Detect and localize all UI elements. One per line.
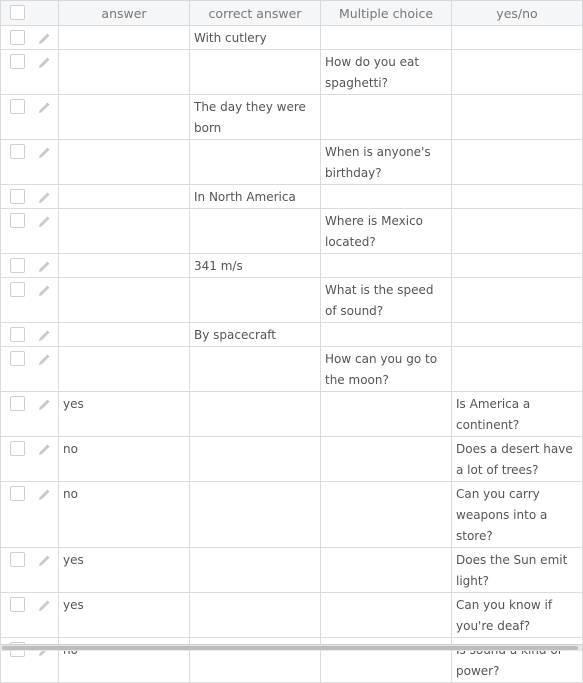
cell-correct-answer[interactable] (190, 140, 321, 185)
cell-correct-answer[interactable] (190, 95, 321, 140)
row-select-cell (1, 593, 59, 638)
cell-answer[interactable] (59, 26, 190, 50)
row-select-cell (1, 392, 59, 437)
cell-yes-no-text (452, 140, 582, 142)
cell-yes-no[interactable] (452, 209, 583, 254)
cell-correct-answer[interactable] (190, 437, 321, 482)
cell-correct-answer-text (190, 482, 320, 484)
row-select-cell (1, 185, 59, 209)
checkbox-icon[interactable] (10, 189, 25, 204)
pencil-icon[interactable] (38, 555, 50, 567)
cell-multiple-choice-text (321, 323, 451, 325)
cell-correct-answer[interactable] (190, 278, 321, 323)
cell-multiple-choice[interactable] (321, 140, 452, 185)
header-row (1, 1, 583, 26)
checkbox-icon[interactable] (10, 552, 25, 567)
row-select-cell (1, 482, 59, 548)
cell-multiple-choice[interactable] (321, 347, 452, 392)
cell-multiple-choice-text: What is the speed of sound? (325, 283, 434, 318)
cell-correct-answer[interactable] (190, 347, 321, 392)
scrollbar-thumb[interactable] (2, 646, 578, 650)
pencil-icon[interactable] (38, 192, 50, 204)
cell-answer[interactable] (59, 50, 190, 95)
cell-correct-answer-text (190, 278, 320, 280)
cell-correct-answer[interactable] (190, 254, 321, 278)
cell-multiple-choice[interactable] (321, 437, 452, 482)
cell-correct-answer-text: By spacecraft (194, 328, 276, 342)
cell-correct-answer-text: With cutlery (194, 31, 267, 45)
cell-yes-no-text (452, 254, 582, 256)
cell-answer-text (59, 323, 189, 325)
cell-answer[interactable] (59, 392, 190, 437)
cell-correct-answer[interactable] (190, 185, 321, 209)
cell-multiple-choice[interactable] (321, 185, 452, 209)
cell-yes-no[interactable] (452, 50, 583, 95)
cell-answer-text (59, 95, 189, 97)
cell-answer[interactable] (59, 278, 190, 323)
checkbox-icon[interactable] (10, 282, 25, 297)
cell-answer[interactable] (59, 323, 190, 347)
pencil-icon[interactable] (38, 216, 50, 228)
cell-answer[interactable] (59, 437, 190, 482)
checkbox-icon[interactable] (10, 258, 25, 273)
cell-correct-answer-text (190, 548, 320, 550)
cell-answer[interactable] (59, 254, 190, 278)
cell-correct-answer-text (190, 638, 320, 640)
cell-yes-no-text (452, 185, 582, 187)
table-row[interactable] (1, 437, 583, 482)
row-select-cell (1, 278, 59, 323)
cell-yes-no[interactable] (452, 392, 583, 437)
horizontal-scrollbar[interactable] (0, 644, 582, 651)
checkbox-icon[interactable] (10, 597, 25, 612)
cell-answer-text (59, 278, 189, 280)
checkbox-icon[interactable] (10, 54, 25, 69)
cell-yes-no[interactable] (452, 185, 583, 209)
cell-answer[interactable] (59, 140, 190, 185)
pencil-icon[interactable] (38, 57, 50, 69)
select-all-checkbox[interactable] (10, 5, 25, 20)
cell-multiple-choice[interactable] (321, 392, 452, 437)
row-select-cell (1, 437, 59, 482)
cell-yes-no[interactable] (452, 26, 583, 50)
cell-yes-no-text (452, 278, 582, 280)
cell-answer[interactable] (59, 95, 190, 140)
table-row[interactable] (1, 26, 583, 50)
row-select-cell (1, 50, 59, 95)
cell-correct-answer-text (190, 50, 320, 52)
column-header-answer[interactable]: answer (59, 1, 190, 26)
checkbox-icon[interactable] (10, 30, 25, 45)
cell-multiple-choice-text: How do you eat spaghetti? (325, 55, 420, 90)
cell-correct-answer[interactable] (190, 26, 321, 50)
cell-yes-no-text (452, 50, 582, 52)
checkbox-icon[interactable] (10, 486, 25, 501)
table-row[interactable] (1, 323, 583, 347)
column-header-multiple-choice[interactable]: Multiple choice (321, 1, 452, 26)
cell-multiple-choice[interactable] (321, 26, 452, 50)
cell-multiple-choice-text (321, 548, 451, 550)
cell-yes-no-text: Can you carry weapons into a store? (456, 487, 548, 543)
row-select-cell (1, 209, 59, 254)
table-row[interactable] (1, 482, 583, 548)
cell-yes-no-text (452, 347, 582, 349)
cell-multiple-choice[interactable] (321, 95, 452, 140)
cell-correct-answer[interactable] (190, 593, 321, 638)
pencil-icon[interactable] (38, 444, 50, 456)
checkbox-icon[interactable] (10, 396, 25, 411)
cell-yes-no[interactable] (452, 548, 583, 593)
table-row[interactable] (1, 50, 583, 95)
cell-multiple-choice-text (321, 185, 451, 187)
cell-answer-text (59, 26, 189, 28)
cell-multiple-choice[interactable] (321, 209, 452, 254)
row-select-cell (1, 140, 59, 185)
cell-multiple-choice-text (321, 392, 451, 394)
cell-multiple-choice-text: When is anyone's birthday? (325, 145, 431, 180)
checkbox-icon[interactable] (10, 144, 25, 159)
cell-yes-no[interactable] (452, 254, 583, 278)
table-row[interactable] (1, 95, 583, 140)
cell-multiple-choice[interactable] (321, 593, 452, 638)
cell-multiple-choice-text (321, 482, 451, 484)
pencil-icon[interactable] (38, 285, 50, 297)
cell-yes-no-text (452, 26, 582, 28)
cell-multiple-choice-text (321, 26, 451, 28)
cell-multiple-choice[interactable] (321, 548, 452, 593)
checkbox-icon[interactable] (10, 99, 25, 114)
table-row[interactable] (1, 593, 583, 638)
pencil-icon[interactable] (38, 102, 50, 114)
table-row[interactable] (1, 278, 583, 323)
cell-multiple-choice[interactable] (321, 323, 452, 347)
cell-yes-no-text: Does the Sun emit light? (456, 553, 568, 588)
row-select-cell (1, 26, 59, 50)
cell-yes-no[interactable] (452, 593, 583, 638)
pencil-icon[interactable] (38, 489, 50, 501)
cell-multiple-choice[interactable] (321, 278, 452, 323)
cell-answer[interactable] (59, 209, 190, 254)
row-select-cell (1, 95, 59, 140)
cell-yes-no[interactable] (452, 140, 583, 185)
cell-yes-no-text (452, 95, 582, 97)
cell-correct-answer-text: 341 m/s (194, 259, 243, 273)
table-row[interactable] (1, 185, 583, 209)
column-header-correct-answer[interactable]: correct answer (190, 1, 321, 26)
cell-correct-answer-text (190, 392, 320, 394)
checkbox-icon[interactable] (10, 327, 25, 342)
table-row[interactable] (1, 209, 583, 254)
cell-answer-text: yes (63, 598, 84, 612)
cell-answer[interactable] (59, 548, 190, 593)
cell-yes-no-text: power? (456, 664, 500, 678)
cell-answer-text (59, 254, 189, 256)
cell-correct-answer[interactable] (190, 323, 321, 347)
checkbox-icon[interactable] (10, 213, 25, 228)
pencil-icon[interactable] (38, 261, 50, 273)
table-row[interactable] (1, 140, 583, 185)
cell-yes-no[interactable] (452, 437, 583, 482)
cell-answer-text (59, 209, 189, 211)
cell-multiple-choice-text (321, 254, 451, 256)
cell-answer-text: yes (63, 397, 84, 411)
table-row[interactable] (1, 392, 583, 437)
pencil-icon[interactable] (38, 33, 50, 45)
cell-correct-answer[interactable] (190, 209, 321, 254)
cell-yes-no-text (452, 209, 582, 211)
table-row[interactable] (1, 347, 583, 392)
cell-multiple-choice[interactable] (321, 50, 452, 95)
cell-answer[interactable] (59, 593, 190, 638)
pencil-icon[interactable] (38, 147, 50, 159)
checkbox-icon[interactable] (10, 441, 25, 456)
cell-answer[interactable] (59, 185, 190, 209)
cell-yes-no-text: Is America a continent? (456, 397, 531, 432)
cell-answer-text (59, 140, 189, 142)
cell-yes-no[interactable] (452, 347, 583, 392)
cell-correct-answer-text (190, 140, 320, 142)
cell-answer-text (59, 50, 189, 52)
cell-multiple-choice[interactable] (321, 482, 452, 548)
row-select-cell (1, 254, 59, 278)
table-row[interactable] (1, 548, 583, 593)
cell-correct-answer[interactable] (190, 50, 321, 95)
cell-yes-no-text: Does a desert have a lot of trees? (456, 442, 573, 477)
select-all-cell (1, 1, 59, 26)
cell-yes-no[interactable] (452, 95, 583, 140)
cell-yes-no-text (452, 323, 582, 325)
row-select-cell (1, 323, 59, 347)
cell-answer-text (59, 185, 189, 187)
cell-answer-text (59, 347, 189, 349)
row-select-cell (1, 548, 59, 593)
cell-multiple-choice-text (321, 638, 451, 640)
pencil-icon[interactable] (38, 330, 50, 342)
cell-multiple-choice-text (321, 95, 451, 97)
cell-yes-no[interactable] (452, 323, 583, 347)
cell-correct-answer-text (190, 347, 320, 349)
cell-answer[interactable] (59, 482, 190, 548)
cell-correct-answer-text: The day they were born (194, 100, 306, 135)
row-select-cell (1, 347, 59, 392)
cell-correct-answer[interactable] (190, 548, 321, 593)
cell-multiple-choice-text: How can you go to the moon? (325, 352, 438, 387)
cell-yes-no[interactable] (452, 482, 583, 548)
pencil-icon[interactable] (38, 399, 50, 411)
table-row[interactable] (1, 254, 583, 278)
cell-answer-text: yes (63, 553, 84, 567)
cell-correct-answer[interactable] (190, 392, 321, 437)
cell-multiple-choice-text (321, 437, 451, 439)
cell-answer-text: no (63, 487, 78, 501)
cell-correct-answer-text (190, 593, 320, 595)
column-header-yes-no[interactable]: yes/no (452, 1, 583, 26)
cell-multiple-choice[interactable] (321, 254, 452, 278)
cell-multiple-choice-text (321, 593, 451, 595)
cell-multiple-choice-text: Where is Mexico located? (325, 214, 424, 249)
cell-correct-answer-text (190, 209, 320, 211)
cell-yes-no[interactable] (452, 278, 583, 323)
cell-answer[interactable] (59, 347, 190, 392)
cell-yes-no-text: Can you know if you're deaf? (456, 598, 553, 633)
pencil-icon[interactable] (38, 600, 50, 612)
cell-answer-text: no (63, 442, 78, 456)
cell-correct-answer[interactable] (190, 482, 321, 548)
pencil-icon[interactable] (38, 354, 50, 366)
cell-correct-answer-text (190, 437, 320, 439)
checkbox-icon[interactable] (10, 351, 25, 366)
cell-correct-answer-text: In North America (194, 190, 296, 204)
